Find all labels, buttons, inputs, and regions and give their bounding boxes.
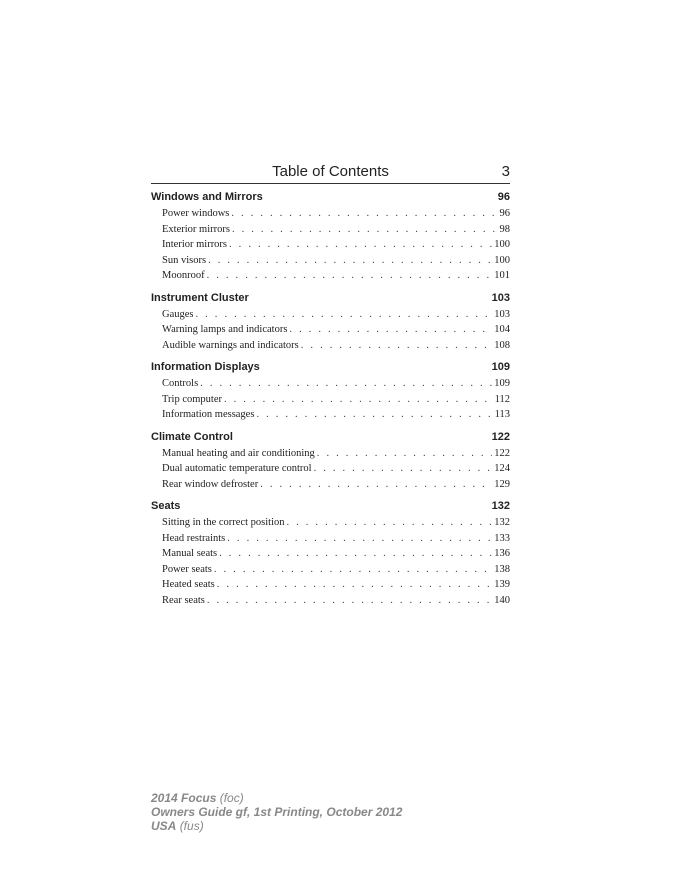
toc-section-heading[interactable]	[151, 499, 510, 514]
entry-page-number: 133	[494, 532, 510, 544]
toc-section-heading[interactable]	[151, 360, 510, 375]
dot-leader	[224, 392, 493, 408]
entry-label: Information messages	[162, 409, 255, 420]
dot-leader	[207, 593, 492, 609]
section-title: Information Displays	[151, 361, 260, 373]
toc-section	[151, 499, 510, 608]
toc-section	[151, 190, 510, 284]
entry-page-number: 103	[494, 308, 510, 320]
dot-leader	[219, 546, 492, 562]
toc-entry[interactable]	[151, 206, 510, 222]
footer	[151, 791, 402, 833]
footer-market-code: (fus)	[179, 819, 204, 833]
toc-entry[interactable]	[151, 562, 510, 578]
toc-entry[interactable]	[151, 237, 510, 253]
toc-entry[interactable]	[151, 546, 510, 562]
toc-entry[interactable]	[151, 593, 510, 609]
entry-page-number: 101	[494, 270, 510, 281]
dot-leader	[196, 307, 493, 323]
dot-leader	[200, 376, 492, 392]
section-page-number: 109	[491, 361, 510, 373]
entry-label: Warning lamps and indicators	[162, 324, 288, 335]
entry-label: Audible warnings and indicators	[162, 339, 299, 351]
dot-leader	[217, 577, 492, 593]
dot-leader	[286, 515, 492, 531]
toc-entry[interactable]	[151, 392, 510, 408]
entry-page-number: 104	[494, 324, 510, 335]
entry-label: Manual seats	[162, 548, 218, 559]
toc-entry[interactable]	[151, 531, 510, 547]
entry-label: Trip computer	[162, 393, 222, 405]
entry-label: Gauges	[162, 308, 194, 320]
section-page-number: 132	[491, 500, 510, 512]
entry-label: Heated seats	[162, 579, 215, 590]
entry-page-number: 108	[494, 339, 510, 351]
entry-page-number: 100	[494, 254, 510, 266]
entry-label: Dual automatic temperature control	[162, 463, 312, 474]
footer-line-3	[151, 819, 402, 833]
toc-entry[interactable]	[151, 407, 510, 423]
toc-entry[interactable]	[151, 268, 510, 284]
entry-label: Power seats	[162, 563, 212, 575]
page-header	[151, 163, 510, 184]
section-page-number: 96	[497, 191, 510, 203]
dot-leader	[208, 253, 492, 269]
toc-entry[interactable]	[151, 376, 510, 392]
toc-section-heading[interactable]	[151, 190, 510, 205]
footer-line-1	[151, 791, 402, 805]
entry-label: Controls	[162, 378, 199, 389]
entry-page-number: 138	[494, 563, 510, 575]
entry-label: Exterior mirrors	[162, 223, 230, 235]
entry-page-number: 139	[494, 579, 510, 590]
section-title: Seats	[151, 500, 181, 512]
entry-label: Power windows	[162, 208, 230, 219]
entry-label: Rear window defroster	[162, 478, 259, 490]
dot-leader	[214, 562, 492, 578]
section-title: Instrument Cluster	[151, 291, 249, 304]
footer-market: USA	[151, 819, 177, 833]
section-page-number: 103	[491, 291, 510, 304]
table-of-contents	[151, 190, 510, 615]
entry-page-number: 140	[494, 594, 510, 606]
dot-leader	[289, 322, 492, 338]
entry-page-number: 136	[494, 548, 510, 559]
dot-leader	[227, 531, 492, 547]
entry-page-number: 122	[494, 447, 510, 459]
entry-page-number: 132	[494, 517, 510, 528]
toc-entry[interactable]	[151, 477, 510, 493]
toc-entry[interactable]	[151, 222, 510, 238]
dot-leader	[314, 461, 493, 477]
footer-line-2: Owners Guide gf, 1st Printing, October 2012	[151, 805, 403, 819]
toc-section	[151, 430, 510, 493]
entry-label: Head restraints	[162, 532, 226, 544]
entry-page-number: 113	[494, 409, 510, 420]
dot-leader	[317, 446, 492, 462]
page-number: 3	[501, 163, 510, 180]
toc-section	[151, 360, 510, 423]
toc-section-heading[interactable]	[151, 430, 510, 445]
section-page-number: 122	[491, 430, 510, 443]
entry-page-number: 96	[499, 208, 510, 219]
entry-page-number: 129	[494, 478, 510, 490]
toc-entry[interactable]	[151, 253, 510, 269]
dot-leader	[229, 237, 492, 253]
dot-leader	[231, 206, 497, 222]
toc-entry[interactable]	[151, 515, 510, 531]
dot-leader	[232, 222, 498, 238]
entry-page-number: 109	[494, 378, 510, 389]
section-title: Windows and Mirrors	[151, 191, 263, 203]
toc-entry[interactable]	[151, 338, 510, 354]
toc-entry[interactable]	[151, 446, 510, 462]
dot-leader	[301, 338, 492, 354]
entry-label: Interior mirrors	[162, 239, 228, 250]
footer-model: 2014 Focus	[151, 791, 217, 805]
toc-section-heading[interactable]	[151, 291, 510, 306]
section-title: Climate Control	[151, 430, 233, 443]
entry-page-number: 100	[494, 239, 510, 250]
toc-entry[interactable]	[151, 461, 510, 477]
entry-page-number: 112	[494, 393, 510, 405]
entry-label: Rear seats	[162, 594, 205, 606]
toc-section	[151, 291, 510, 354]
toc-entry[interactable]	[151, 577, 510, 593]
dot-leader	[207, 268, 493, 284]
entry-label: Moonroof	[162, 270, 205, 281]
toc-entry[interactable]	[151, 322, 510, 338]
entry-label: Sitting in the correct position	[162, 517, 285, 528]
entry-label: Manual heating and air conditioning	[162, 447, 315, 459]
page-title: Table of Contents	[272, 163, 389, 180]
footer-model-code: (foc)	[219, 791, 244, 805]
dot-leader	[260, 477, 492, 493]
toc-entry[interactable]	[151, 307, 510, 323]
entry-label: Sun visors	[162, 254, 207, 266]
entry-page-number: 124	[494, 463, 510, 474]
entry-page-number: 98	[499, 223, 510, 235]
dot-leader	[256, 407, 492, 423]
